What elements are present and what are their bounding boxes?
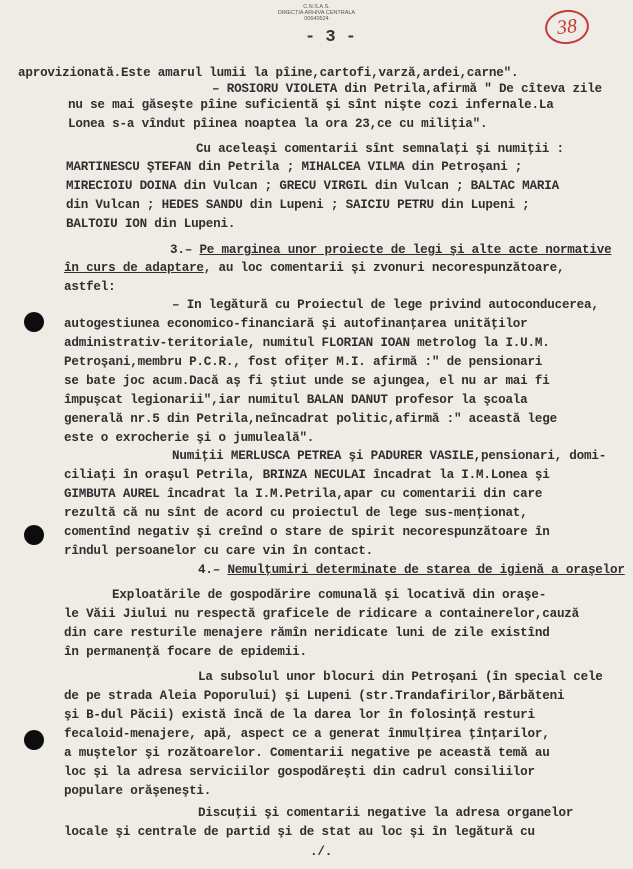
text-line: populare orăşeneşti. <box>64 784 212 798</box>
text-line: Lonea s-a vîndut pîinea noaptea la ora 23,ce cu miliţia". <box>68 117 488 131</box>
text-line: Exploatările de gospodărire comunală şi locativă din oraşe- <box>112 588 547 602</box>
text-line: rîndul persoanelor cu care vin în contact. <box>64 544 374 558</box>
text-line: de pe strada Aleia Poporului) şi Lupeni (str.Trandafirilor,Bărbăteni <box>64 689 565 703</box>
text-line: MIRECIOIU DOINA din Vulcan ; GRECU VIRGIL din Vulcan ; BALTAC MARIA <box>66 179 559 193</box>
text-line: rezultă că nu sînt de acord cu proiectul de lege sus-menţionat, <box>64 506 528 520</box>
text-line: comentînd negativ şi creînd o stare de spirit necorespunzătoare în <box>64 525 550 539</box>
stamp-line: 00640524 <box>304 16 329 22</box>
text-line: a muştelor şi rozătoarelor. Comentarii negative pe această temă au <box>64 746 550 760</box>
text-line: 3.– Pe marginea unor proiecte de legi şi alte acte normative <box>170 243 612 257</box>
stamp-line: C.N.S.A.S. <box>303 4 330 10</box>
text-line: din care resturile menajere rămîn neridicate luni de zile existînd <box>64 626 550 640</box>
text-line: GIMBUTA AUREL încadrat la I.M.Petrila,apar cu comentarii din care <box>64 487 543 501</box>
text-line: fecaloid-menajere, apă, aspect ce a generat înmulţirea ţînţarilor, <box>64 727 550 741</box>
text-line: Numiţii MERLUSCA PETREA şi PADURER VASILE,pensionari, domi- <box>172 449 607 463</box>
text-line: La subsolul unor blocuri din Petroşani (în special cele <box>198 670 603 684</box>
text-line: autogestiunea economico-financiară şi autofinanţarea unităţilor <box>64 317 528 331</box>
text-line: aprovizionată.Este amarul lumii la pîine,cartofi,varză,ardei,carne". <box>18 66 519 80</box>
page-number: - 3 - <box>305 28 357 47</box>
text-line: Cu aceleaşi comentarii sînt semnalaţi şi numiţii : <box>196 142 564 156</box>
text-line: le Văii Jiului nu respectă graficele de ridicare a containerelor,cauză <box>64 607 580 621</box>
punch-hole <box>24 730 44 750</box>
stamp-line: DIRECTIA ARHIVA CENTRALA <box>277 10 356 16</box>
text-line: împuşcat legionarii",iar numitul BALAN DANUT profesor la şcoala <box>64 393 528 407</box>
archive-stamp <box>0 4 633 22</box>
text-line: administrativ-teritoriale, numitul FLORIAN IOAN metrolog la I.U.M. <box>64 336 550 350</box>
punch-hole <box>24 525 44 545</box>
text-line: Discuţii şi comentarii negative la adresa organelor <box>198 806 574 820</box>
text-line: MARTINESCU ŞTEFAN din Petrila ; MIHALCEA VILMA din Petroşani ; <box>66 160 523 174</box>
text-line: – ROSIORU VIOLETA din Petrila,afirmă " De cîteva zile <box>212 82 602 96</box>
text-line: astfel: <box>64 280 116 294</box>
text-line: şi B-dul Păcii) există încă de la darea lor în folosinţă resturi <box>64 708 535 722</box>
punch-hole <box>24 312 44 332</box>
text-line: este o exrocherie şi o jumuleală". <box>64 431 315 445</box>
text-line: BALTOIU ION din Lupeni. <box>66 217 236 231</box>
text-line: – In legătură cu Proiectul de lege privind autoconducerea, <box>172 298 599 312</box>
text-line: Petroşani,membru P.C.R., fost ofiţer M.I. afirmă :" de pensionari <box>64 355 543 369</box>
text-line: 4.– Nemulţumiri determinate de starea de igienă a oraşelor <box>198 563 625 577</box>
folio-number: 38 <box>543 8 590 46</box>
text-line: generală nr.5 din Petrila,neîncadrat politic,afirmă :" această lege <box>64 412 557 426</box>
text-line: în curs de adaptare, au loc comentarii şi zvonuri necorespunzătoare, <box>64 261 565 275</box>
text-line: ./. <box>310 845 333 859</box>
text-line: nu se mai găseşte pîine suficientă şi sînt nişte cozi infernale.La <box>68 98 554 112</box>
text-line: locale şi centrale de partid şi de stat au loc şi în legătură cu <box>64 825 535 839</box>
text-line: se bate joc acum.Dacă aş fi ştiut unde se ajungea, el nu ar mai fi <box>64 374 550 388</box>
text-line: în permanenţă focare de epidemii. <box>64 645 307 659</box>
text-line: ciliaţi în oraşul Petrila, BRINZA NECULAI încadrat la I.M.Lonea şi <box>64 468 550 482</box>
text-line: din Vulcan ; HEDES SANDU din Lupeni ; SAICIU PETRU din Lupeni ; <box>66 198 530 212</box>
text-line: loc şi la adresa serviciilor gospodăreşti din cadrul consiliilor <box>64 765 535 779</box>
